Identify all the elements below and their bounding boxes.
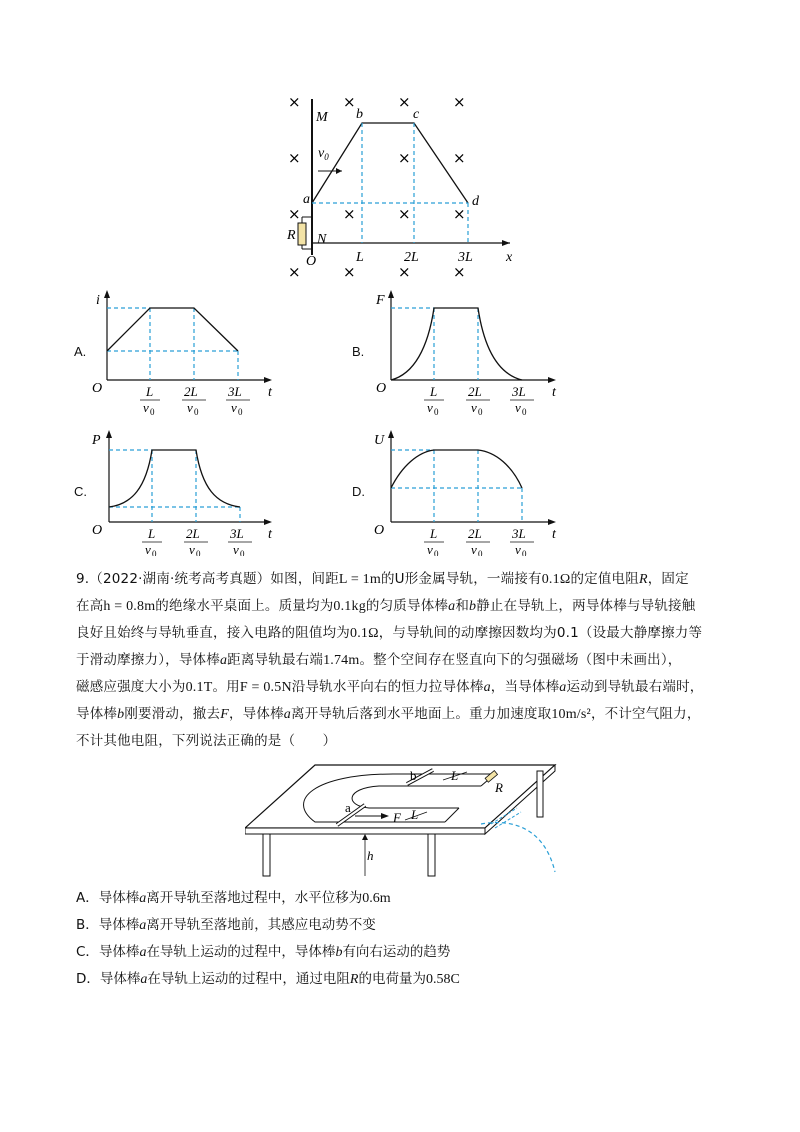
trapezoid-path xyxy=(312,123,468,203)
label-a: a xyxy=(303,192,310,207)
label-m: M xyxy=(316,110,328,125)
option-d-label: D. xyxy=(352,484,365,499)
option-b-label: B. xyxy=(352,344,365,359)
label-r: R xyxy=(495,780,503,795)
svg-text:2L: 2L xyxy=(468,384,482,399)
label-b: b xyxy=(356,107,363,122)
cross: × xyxy=(398,205,411,223)
graph-b xyxy=(372,288,572,418)
svg-text:L: L xyxy=(146,384,154,399)
question-line-1: 9.（2022·湖南·统考高考真题）如图，间距L = 1m的U形金属导轨，一端接有0.1Ω的定值电阻R，固定 xyxy=(76,571,689,587)
svg-text:v: v xyxy=(233,542,239,556)
cross: × xyxy=(398,263,411,281)
svg-text:0: 0 xyxy=(240,549,245,556)
question-line-4: 于滑动摩擦力），导体棒a距离导轨最右端1.74m。整个空间存在竖直向下的匀强磁场（图中未画出）， xyxy=(76,652,682,668)
svg-text:0: 0 xyxy=(478,407,483,417)
label-f: F xyxy=(393,810,401,825)
svg-text:L: L xyxy=(148,526,156,541)
svg-text:0: 0 xyxy=(238,407,243,417)
question-line-2: 在高h = 0.8m的绝缘水平桌面上。质量均为0.1kg的匀质导体棒a和b静止在导轨上，两导体棒与导轨接触 xyxy=(76,598,696,614)
option-b[interactable]: B．导体棒a离开导轨至落地前，其感应电动势不变 xyxy=(76,917,376,933)
resistor xyxy=(298,223,306,245)
label-d: d xyxy=(472,194,479,209)
graph-b-origin: O xyxy=(376,381,387,396)
svg-text:0: 0 xyxy=(478,549,483,556)
label-r: R xyxy=(287,228,296,243)
svg-text:0: 0 xyxy=(434,407,439,417)
svg-text:v: v xyxy=(515,400,521,415)
table-figure xyxy=(245,760,575,880)
svg-text:2L: 2L xyxy=(468,526,482,541)
cross: × xyxy=(288,205,301,223)
svg-text:0: 0 xyxy=(150,407,155,417)
cross: × xyxy=(288,263,301,281)
svg-text:0: 0 xyxy=(522,407,527,417)
graph-c-origin: O xyxy=(92,523,103,538)
table-leg xyxy=(263,834,270,876)
cross: × xyxy=(398,149,411,167)
label-l: L xyxy=(411,807,419,822)
option-a[interactable]: A．导体棒a离开导轨至落地过程中，水平位移为0.6m xyxy=(76,890,391,906)
svg-text:v: v xyxy=(515,542,521,556)
graph-c-tvar: t xyxy=(268,527,272,542)
label-h: h xyxy=(367,848,374,863)
graph-d-curve xyxy=(391,450,522,488)
label-o: O xyxy=(306,254,317,269)
table-leg xyxy=(537,771,543,817)
cross: × xyxy=(453,205,466,223)
graph-c-yvar: P xyxy=(92,433,101,448)
svg-text:3L: 3L xyxy=(512,526,526,541)
svg-text:v: v xyxy=(231,400,237,415)
svg-text:0: 0 xyxy=(196,549,201,556)
top-figure xyxy=(270,85,530,285)
svg-text:3L: 3L xyxy=(230,526,244,541)
cross: × xyxy=(398,93,411,111)
option-c[interactable]: C．导体棒a在导轨上运动的过程中，导体棒b有向右运动的趋势 xyxy=(76,944,451,960)
trajectory xyxy=(481,823,555,872)
cross: × xyxy=(343,205,356,223)
question-line-7: 不计其他电阻，下列说法正确的是（ ） xyxy=(76,733,337,749)
label-v0: $v_0$ xyxy=(318,146,329,162)
graph-a-tvar: t xyxy=(268,385,272,400)
label-3l: 3L xyxy=(458,250,473,265)
label-c: c xyxy=(413,107,420,122)
graph-d-yvar: U xyxy=(374,433,385,448)
label-l: L xyxy=(451,768,459,783)
svg-text:2L: 2L xyxy=(186,526,200,541)
cross: × xyxy=(453,93,466,111)
graph-b-tvar: t xyxy=(552,385,556,400)
table-leg xyxy=(428,834,435,876)
cross: × xyxy=(343,93,356,111)
cross: × xyxy=(453,263,466,281)
svg-text:v: v xyxy=(187,400,193,415)
cross: × xyxy=(288,149,301,167)
option-d[interactable]: D．导体棒a在导轨上运动的过程中，通过电阻R的电荷量为0.58C xyxy=(76,971,460,987)
cross: × xyxy=(343,263,356,281)
svg-text:L: L xyxy=(430,526,438,541)
svg-text:v: v xyxy=(471,542,477,556)
svg-text:3L: 3L xyxy=(512,384,526,399)
graph-a-curve xyxy=(107,308,238,351)
svg-text:0: 0 xyxy=(152,549,157,556)
graph-d xyxy=(372,426,572,556)
graph-a xyxy=(88,288,288,418)
magnetic-field-crosses xyxy=(288,93,466,281)
label-b: b xyxy=(410,768,417,783)
svg-text:2L: 2L xyxy=(184,384,198,399)
question-line-3: 良好且始终与导轨垂直，接入电路的阻值均为0.1Ω，与导轨间的动摩擦因数均为0.1（设最大静摩擦力等 xyxy=(76,625,703,641)
svg-text:v: v xyxy=(143,400,149,415)
graph-a-yvar: i xyxy=(96,293,100,308)
label-l: L xyxy=(356,250,364,265)
question-9 xyxy=(76,566,736,754)
svg-text:3L: 3L xyxy=(228,384,242,399)
label-n: N xyxy=(317,232,327,247)
cross: × xyxy=(288,93,301,111)
svg-text:v: v xyxy=(189,542,195,556)
label-x: x xyxy=(506,250,513,265)
graph-c xyxy=(88,426,288,556)
label-a: a xyxy=(345,800,351,815)
svg-text:L: L xyxy=(430,384,438,399)
svg-text:0: 0 xyxy=(434,549,439,556)
svg-text:0: 0 xyxy=(194,407,199,417)
graph-c-curve xyxy=(109,450,240,507)
option-a-label: A. xyxy=(74,344,87,359)
label-2l: 2L xyxy=(404,250,419,265)
graph-b-yvar: F xyxy=(376,293,385,308)
question-line-6: 导体棒b刚要滑动，撤去F，导体棒a离开导轨后落到水平地面上。重力加速度取10m/s²，不计空气阻力， xyxy=(76,706,701,722)
cross: × xyxy=(453,149,466,167)
question-line-5: 磁感应强度大小为0.1T。用F = 0.5N沿导轨水平向右的恒力拉导体棒a，当导体棒a运动到导轨最右端时， xyxy=(76,679,704,695)
svg-text:v: v xyxy=(471,400,477,415)
graph-d-origin: O xyxy=(374,523,385,538)
svg-text:v: v xyxy=(427,400,433,415)
option-c-label: C. xyxy=(74,484,87,499)
svg-text:v: v xyxy=(145,542,151,556)
graph-d-tvar: t xyxy=(552,527,556,542)
graph-b-curve xyxy=(391,308,522,380)
svg-text:v: v xyxy=(427,542,433,556)
graph-a-origin: O xyxy=(92,381,103,396)
svg-text:0: 0 xyxy=(522,549,527,556)
